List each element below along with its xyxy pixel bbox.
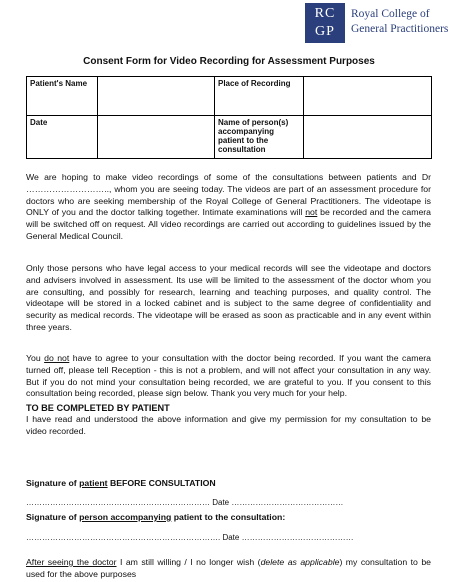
accompanying-person-label: Name of person(s) accompanying patient to the consultation	[215, 116, 304, 159]
patient-signature-label: Signature of patient BEFORE CONSULTATION	[26, 478, 216, 488]
accompanying-signature-label: Signature of person accompanying patient to the consultation:	[26, 512, 286, 522]
patients-name-label: Patient's Name	[27, 77, 98, 116]
consent-paragraph: You do not have to agree to your consultation with the doctor being recorded. If you want the camera turned off, please tell Reception - this is not a problem, and will not affect your consultation in any way. But if you do not mind your consultation being recorded, we are grateful to you. If you consent to this consultation being recorded, please sign below. Thank you very much for your help.	[26, 353, 432, 399]
intro-paragraph: We are hoping to make video recordings of some of the consultations between patients and Dr ……………………….., whom you are seeing today. The videos are part of an assessment procedure for doctors who are seeking membership of the Royal College of General Practitioners. The videotape is ONLY of you and the doctor talking together. Intimate examinations will not be recorded and the camera will be switched off on request. All video recordings are carried out according to guidelines issued by the General Medical Council.	[26, 172, 431, 241]
logo-letters-bottom: GP	[315, 24, 335, 39]
accompanying-signature-line[interactable]: ………………………………………………………………. Date ……………………………………	[26, 533, 354, 542]
rcgp-logo-mark	[305, 3, 345, 43]
logo-line-2: General Practitioners	[351, 23, 449, 35]
accompanying-person-field[interactable]	[304, 116, 432, 159]
logo-line-1: Royal College of	[351, 8, 430, 20]
logo-wordmark	[351, 7, 448, 37]
after-consultation-statement: After seeing the doctor I am still willing / I no longer wish (delete as applicable) my consultation to be used for the above purposes	[26, 557, 432, 579]
access-paragraph: Only those persons who have legal access to your medical records will see the videotape and doctors and advisers involved in assessment. Its use will be limited to the assessment of the doctor whom you are consulting, and possibly for research, learning and teaching purposes, and quality control. The videotape will be stored in a locked cabinet and is subject to the same degree of confidentiality and security as medical records. The videotape will be erased as soon as practicable and in any event within three years.	[26, 263, 431, 332]
place-of-recording-label: Place of Recording	[215, 77, 304, 116]
patient-section-heading: TO BE COMPLETED BY PATIENT	[26, 403, 170, 413]
date-label: Date	[27, 116, 98, 159]
patient-signature-line[interactable]: …………………………………………………………… Date ……………………………………	[26, 498, 344, 507]
patients-name-field[interactable]	[98, 77, 215, 116]
logo-letters-top: RC	[314, 6, 336, 21]
date-field[interactable]	[98, 116, 215, 159]
form-title: Consent Form for Video Recording for Assessment Purposes	[83, 56, 375, 67]
place-of-recording-field[interactable]	[304, 77, 432, 116]
permission-statement: I have read and understood the above information and give my permission for my consultation to be video recorded.	[26, 414, 431, 436]
rcgp-logo	[305, 3, 455, 43]
details-table	[26, 76, 432, 159]
